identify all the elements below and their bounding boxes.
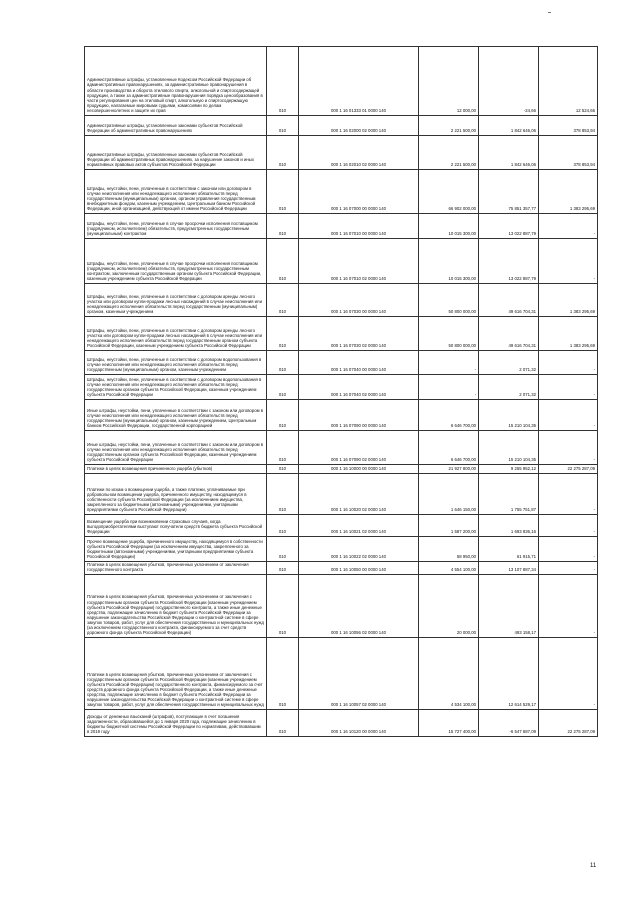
row-executed-amount: 15 210 104,35 <box>479 400 539 431</box>
row-executed-amount: 49 616 704,31 <box>479 317 539 351</box>
row-approved-amount: 58 950,00 <box>419 537 479 562</box>
row-line-code: 010 <box>267 575 299 638</box>
row-approved-amount: 50 800 000,00 <box>419 284 479 317</box>
row-classification-code: 000 1 16 07010 00 0000 140 <box>299 214 419 239</box>
row-unexecuted-amount: - <box>539 537 598 562</box>
row-classification-code: 000 1 16 07030 00 0000 140 <box>299 284 419 317</box>
row-executed-amount: -6 547 687,09 <box>479 710 539 737</box>
row-description: Штрафы, неустойки, пени, уплаченные в случае просрочки исполнения поставщиком (подрядчиком, исполнителем) обязательств, предусмотренных государственным контрактом, заключенным государственным органом субъекта Российской Федерации, казенным учреждением субъекта Российской Федерации <box>85 239 267 284</box>
row-description: Административные штрафы, установленные законами субъектов Российской Федерации об административных правонарушениях, за нарушение законов и иных нормативных правовых актов субъектов Российской Федерации <box>85 136 267 170</box>
row-unexecuted-amount: 1 383 295,69 <box>539 284 598 317</box>
row-unexecuted-amount: - <box>539 562 598 575</box>
row-classification-code: 000 1 16 10120 00 0000 140 <box>299 710 419 737</box>
row-line-code: 010 <box>267 537 299 562</box>
row-description: Иные штрафы, неустойки, пени, уплаченные в соответствии с законом или договором в случае неисполнения или ненадлежащего исполнения обязательств перед государственным органом субъекта Российской Федерации, казенным учреждением субъекта Российской Федерации <box>85 431 267 465</box>
row-description: Платежи в целях возмещения убытков, причиненных уклонением от заключения с государственным органом субъекта Российской Федерации (казенным учреждением субъекта Российской Федерации) государственного контракта, финансируемого за счет средств дорожного фонда субъекта Российской Федерации, а также иные денежные средства, подлежащие зачислению в бюджет субъекта Российской Федерации за нарушение законодательства Российской Федерации о контрактной системе в сфере закупок товаров, работ, услуг для обеспечения государственных и муниципальных нужд <box>85 638 267 710</box>
row-description: Штрафы, неустойки, пени, уплаченные в соответствии с законом или договором в случае неисполнения или ненадлежащего исполнения обязательств перед государственным (муниципальным) органом, органом управления государственным внебюджетным фондом, казенным учреждением, Центральным банком Российской Федерации, иной организацией, действующей от имени Российской Федерации <box>85 170 267 214</box>
row-classification-code: 000 1 16 02010 02 0000 140 <box>299 136 419 170</box>
row-approved-amount: - <box>419 375 479 400</box>
row-classification-code: 000 1 16 07000 00 0000 140 <box>299 170 419 214</box>
row-line-code: 010 <box>267 710 299 737</box>
row-unexecuted-amount: - <box>539 474 598 515</box>
row-line-code: 010 <box>267 515 299 537</box>
row-executed-amount: 1 755 751,87 <box>479 474 539 515</box>
row-approved-amount: 6 646 700,00 <box>419 400 479 431</box>
row-approved-amount: 10 015 300,00 <box>419 214 479 239</box>
table-row <box>85 710 598 737</box>
row-classification-code: 000 1 16 10057 02 0000 140 <box>299 638 419 710</box>
row-description: Платежи по искам о возмещении ущерба, а также платежи, уплачиваемые при добровольном возмещении ущерба, причиненного имуществу, находящемуся в собственности субъекта Российской Федерации (за исключением имущества, закрепленного за бюджетными (автономными) учреждениями, унитарными предприятиями субъекта Российской Федерации) <box>85 474 267 515</box>
row-unexecuted-amount: 378 853,94 <box>539 136 598 170</box>
row-description: Штрафы, неустойки, пени, уплаченные в соответствии с договором водопользования в случае неисполнения или ненадлежащего исполнения обязательств перед государственным (муниципальным) органом, казенным учреждением <box>85 351 267 375</box>
row-executed-amount: 15 210 104,35 <box>479 431 539 465</box>
table-row <box>85 537 598 562</box>
row-line-code: 010 <box>267 317 299 351</box>
row-classification-code: 000 1 16 10021 02 0000 140 <box>299 515 419 537</box>
row-description: Штрафы, неустойки, пени, уплаченные в соответствии с договором аренды лесного участка или договором купли-продажи лесных насаждений в случае неисполнения или ненадлежащего исполнения обязательств перед государственным (муниципальным) органом, казенным учреждением <box>85 284 267 317</box>
row-classification-code: 000 1 16 10000 00 0000 140 <box>299 465 419 474</box>
row-description: Административные штрафы, установленные Кодексом Российской Федерации об административных правонарушениях, за административные правонарушения в области производства и оборота этилового спирта, алкогольной и спиртосодержащей продукции, а также за административные правонарушения порядка ценообразования в части регулирования цен на этиловый спирт, алкогольную и спиртосодержащую продукцию, налагаемые мировыми судьями, комиссиями по делам несовершеннолетних и защите их прав <box>85 47 267 116</box>
row-classification-code: 000 1 16 10056 02 0000 140 <box>299 575 419 638</box>
row-executed-amount: 1 842 646,06 <box>479 116 539 136</box>
row-line-code: 010 <box>267 239 299 284</box>
table-row <box>85 375 598 400</box>
row-executed-amount: 1 693 836,16 <box>479 515 539 537</box>
row-line-code: 010 <box>267 638 299 710</box>
row-unexecuted-amount: 1 383 295,69 <box>539 317 598 351</box>
row-unexecuted-amount: - <box>539 575 598 638</box>
table-row <box>85 575 598 638</box>
row-classification-code: 000 1 16 07090 02 0000 140 <box>299 431 419 465</box>
table-row <box>85 638 598 710</box>
row-description: Штрафы, неустойки, пени, уплаченные в соответствии с договором аренды лесного участка или договором купли-продажи лесных насаждений в случае неисполнения или ненадлежащего исполнения обязательств перед государственным органом субъекта Российской Федерации, казенным учреждением субъекта Российской Федерации <box>85 317 267 351</box>
row-executed-amount: 13 022 887,79 <box>479 214 539 239</box>
row-classification-code: 000 1 16 01333 01 0000 140 <box>299 47 419 116</box>
row-line-code: 010 <box>267 47 299 116</box>
row-classification-code: 000 1 16 07040 00 0000 140 <box>299 351 419 375</box>
table-body <box>85 47 598 737</box>
row-line-code: 010 <box>267 474 299 515</box>
table-row <box>85 465 598 474</box>
row-unexecuted-amount: - <box>539 351 598 375</box>
row-executed-amount: 49 616 704,31 <box>479 284 539 317</box>
row-unexecuted-amount: 1 383 295,69 <box>539 170 598 214</box>
row-description: Платежи в целях возмещения убытков, причиненных уклонением от заключения с государственным органом субъекта Российской Федерации (казенным учреждением субъекта Российской Федерации) государственного контракта, а также иные денежные средства, подлежащие зачислению в бюджет субъекта Российской Федерации за нарушение законодательства Российской Федерации о контрактной системе в сфере закупок товаров, работ, услуг для обеспечения государственных и муниципальных нужд (за исключением государственного контракта, финансируемого за счет средств дорожного фонда субъекта Российской Федерации) <box>85 575 267 638</box>
row-line-code: 010 <box>267 284 299 317</box>
table-row <box>85 562 598 575</box>
row-classification-code: 000 1 16 10050 00 0000 140 <box>299 562 419 575</box>
row-executed-amount: 2 071,32 <box>479 351 539 375</box>
table-row <box>85 116 598 136</box>
row-approved-amount: 2 221 500,00 <box>419 116 479 136</box>
row-executed-amount: 75 851 357,77 <box>479 170 539 214</box>
page-number: 11 <box>590 863 597 869</box>
table-row <box>85 239 598 284</box>
row-approved-amount: 4 554 100,00 <box>419 562 479 575</box>
table-row <box>85 515 598 537</box>
row-executed-amount: 2 071,32 <box>479 375 539 400</box>
table-row <box>85 214 598 239</box>
row-unexecuted-amount: - <box>539 214 598 239</box>
row-executed-amount: -24,66 <box>479 47 539 116</box>
table-row <box>85 317 598 351</box>
table-row <box>85 136 598 170</box>
row-line-code: 010 <box>267 136 299 170</box>
row-approved-amount: 20 000,00 <box>419 575 479 638</box>
row-description: Возмещение ущерба при возникновении страховых случаев, когда выгодоприобретателями выступают получатели средств бюджета субъекта Российской Федерации <box>85 515 267 537</box>
row-line-code: 010 <box>267 214 299 239</box>
table-row <box>85 170 598 214</box>
row-unexecuted-amount: 12 524,66 <box>539 47 598 116</box>
row-line-code: 010 <box>267 170 299 214</box>
row-approved-amount: 12 000,00 <box>419 47 479 116</box>
row-executed-amount: 13 107 887,34 <box>479 562 539 575</box>
row-description: Доходы от денежных взысканий (штрафов), поступающие в счет погашения задолженности, образовавшейся до 1 января 2020 года, подлежащие зачислению в бюджеты бюджетной системы Российской Федерации по нормативам, действовавшим в 2019 году <box>85 710 267 737</box>
row-description: Платежи в целях возмещения причиненного ущерба (убытков) <box>85 465 267 474</box>
row-description: Иные штрафы, неустойки, пени, уплаченные в соответствии с законом или договором в случае неисполнения или ненадлежащего исполнения обязательств перед государственным (муниципальным) органом, казенным учреждением, Центральным банком Российской Федерации, государственной корпорацией <box>85 400 267 431</box>
row-approved-amount: 2 221 500,00 <box>419 136 479 170</box>
row-approved-amount: 10 015 300,00 <box>419 239 479 284</box>
row-line-code: 010 <box>267 375 299 400</box>
row-line-code: 010 <box>267 400 299 431</box>
row-classification-code: 000 1 16 07010 02 0000 140 <box>299 239 419 284</box>
row-unexecuted-amount: - <box>539 400 598 431</box>
row-approved-amount: 66 902 000,00 <box>419 170 479 214</box>
table-row <box>85 431 598 465</box>
row-description: Платежи в целях возмещения убытков, причиненных уклонением от заключения государственного контракта <box>85 562 267 575</box>
row-executed-amount: 12 614 529,17 <box>479 638 539 710</box>
row-classification-code: 000 1 16 07040 02 0000 140 <box>299 375 419 400</box>
row-classification-code: 000 1 16 02000 02 0000 140 <box>299 116 419 136</box>
row-approved-amount: 15 727 400,00 <box>419 710 479 737</box>
row-line-code: 010 <box>267 351 299 375</box>
row-executed-amount: 493 158,17 <box>479 575 539 638</box>
row-unexecuted-amount: 22 275 287,09 <box>539 465 598 474</box>
row-classification-code: 000 1 16 10020 02 0000 140 <box>299 474 419 515</box>
row-executed-amount: 13 022 887,79 <box>479 239 539 284</box>
row-executed-amount: 61 915,71 <box>479 537 539 562</box>
row-description: Штрафы, неустойки, пени, уплаченные в соответствии с договором водопользования в случае неисполнения или ненадлежащего исполнения обязательств перед государственным органом субъекта Российской Федерации, казенным учреждением субъекта Российской Федерации <box>85 375 267 400</box>
row-classification-code: 000 1 16 10022 02 0000 140 <box>299 537 419 562</box>
row-approved-amount: 1 587 200,00 <box>419 515 479 537</box>
row-unexecuted-amount: - <box>539 375 598 400</box>
row-approved-amount: 6 646 700,00 <box>419 431 479 465</box>
row-approved-amount: 50 800 000,00 <box>419 317 479 351</box>
row-description: Прочее возмещение ущерба, причиненного имуществу, находящемуся в собственности субъекта Российской Федерации (за исключением имущества, закрепленного за бюджетными (автономными) учреждениями, унитарными предприятиями субъекта Российской Федерации) <box>85 537 267 562</box>
row-line-code: 010 <box>267 562 299 575</box>
income-table <box>84 46 598 737</box>
table-row <box>85 351 598 375</box>
table-row <box>85 284 598 317</box>
row-classification-code: 000 1 16 07030 02 0000 140 <box>299 317 419 351</box>
row-unexecuted-amount: 378 853,94 <box>539 116 598 136</box>
row-line-code: 010 <box>267 431 299 465</box>
row-executed-amount: 9 255 952,12 <box>479 465 539 474</box>
scan-mark <box>548 12 551 13</box>
row-unexecuted-amount: - <box>539 431 598 465</box>
row-line-code: 010 <box>267 465 299 474</box>
row-line-code: 010 <box>267 116 299 136</box>
row-approved-amount: 21 927 800,00 <box>419 465 479 474</box>
row-description: Административные штрафы, установленные законами субъектов Российской Федерации об административных правонарушениях <box>85 116 267 136</box>
row-classification-code: 000 1 16 07090 00 0000 140 <box>299 400 419 431</box>
row-approved-amount: - <box>419 351 479 375</box>
row-unexecuted-amount: - <box>539 638 598 710</box>
row-approved-amount: 4 534 100,00 <box>419 638 479 710</box>
table-row <box>85 47 598 116</box>
row-executed-amount: 1 842 646,06 <box>479 136 539 170</box>
row-unexecuted-amount: 22 275 287,09 <box>539 710 598 737</box>
row-unexecuted-amount: - <box>539 515 598 537</box>
table-row <box>85 400 598 431</box>
row-approved-amount: 1 646 150,00 <box>419 474 479 515</box>
table-row <box>85 474 598 515</box>
row-unexecuted-amount: - <box>539 239 598 284</box>
row-description: Штрафы, неустойки, пени, уплаченные в случае просрочки исполнения поставщиком (подрядчиком, исполнителем) обязательств, предусмотренных государственным (муниципальным) контрактом <box>85 214 267 239</box>
